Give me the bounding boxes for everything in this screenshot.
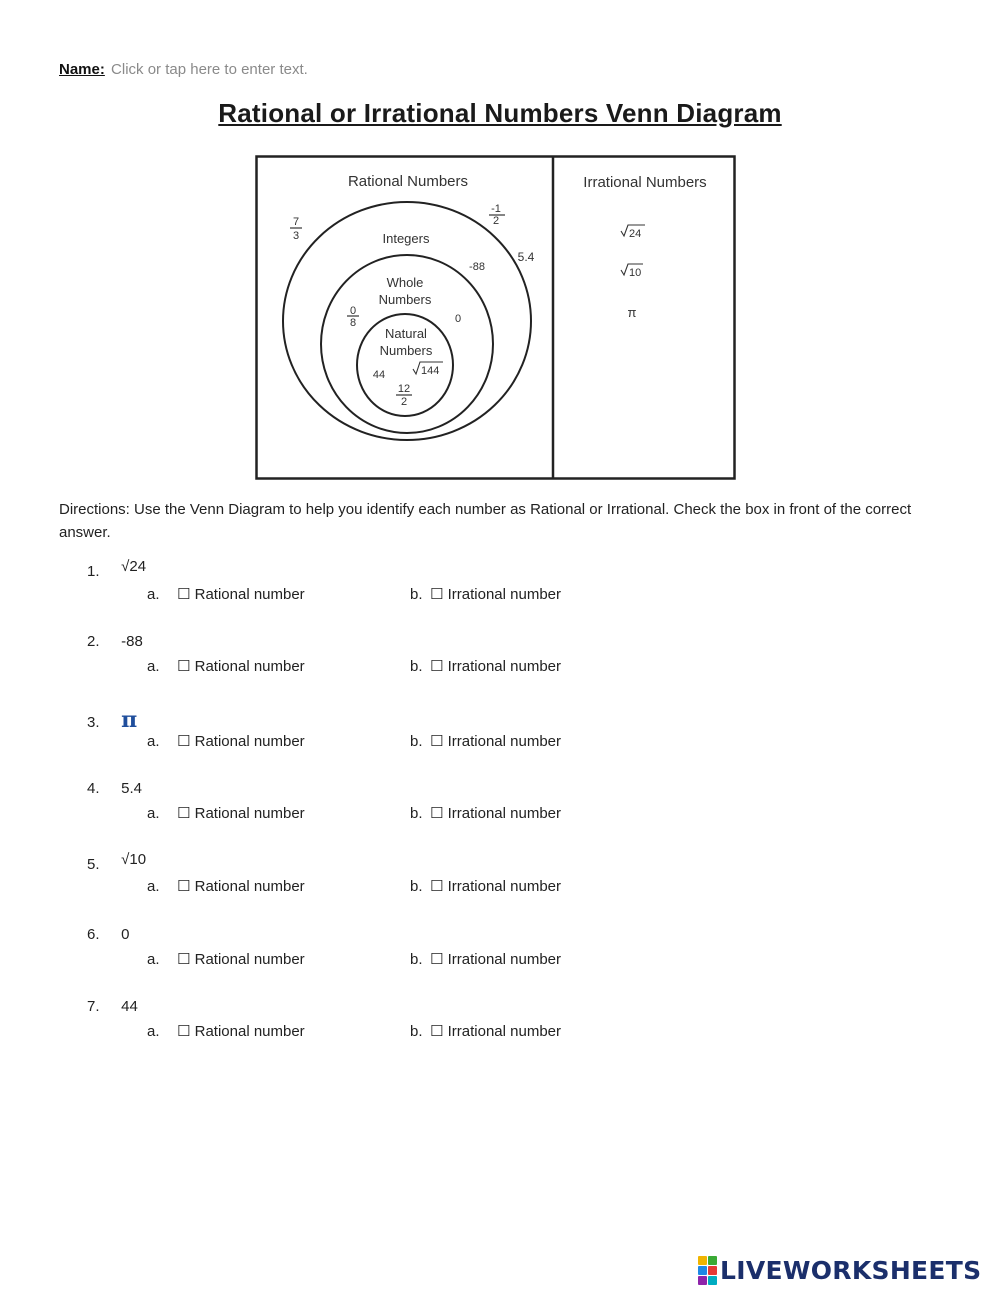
irrational-checkbox[interactable]: ☐ Irrational number xyxy=(430,658,562,675)
option-a xyxy=(147,732,305,750)
rational-checkbox[interactable]: ☐ Rational number xyxy=(177,1023,305,1040)
question-5 xyxy=(87,851,147,873)
question-value: -88 xyxy=(121,633,143,650)
value-neg-88: -88 xyxy=(469,261,485,273)
option-a xyxy=(147,950,305,968)
question-number: 1. xyxy=(87,563,100,580)
option-letter: b. xyxy=(410,805,423,822)
option-letter: a. xyxy=(147,878,160,895)
rational-checkbox[interactable]: ☐ Rational number xyxy=(177,658,305,675)
option-letter: b. xyxy=(410,658,423,675)
fraction-7-3-num: 7 xyxy=(292,216,300,228)
pi-symbol: π xyxy=(627,305,637,320)
rational-checkbox[interactable]: ☐ Rational number xyxy=(177,878,305,895)
name-line xyxy=(59,61,371,78)
sqrt-144-radicand: 144 xyxy=(421,365,440,377)
question-number: 7. xyxy=(87,998,100,1015)
irrational-title: Irrational Numbers xyxy=(583,174,707,191)
liveworksheets-logo[interactable] xyxy=(698,1255,981,1285)
option-b xyxy=(410,804,561,822)
option-letter: b. xyxy=(410,733,423,750)
option-letter: b. xyxy=(410,586,423,603)
fraction-0-8-den: 8 xyxy=(349,317,357,329)
name-label: Name: xyxy=(59,61,105,78)
question-7 xyxy=(87,998,138,1015)
option-letter: a. xyxy=(147,805,160,822)
fraction-neg-half-num: -1 xyxy=(491,203,501,215)
option-letter: b. xyxy=(410,878,423,895)
fraction-12-2-den: 2 xyxy=(400,396,408,408)
question-2 xyxy=(87,633,143,650)
irrational-checkbox[interactable]: ☐ Irrational number xyxy=(430,951,562,968)
question-value: √10 xyxy=(121,851,147,868)
question-number: 6. xyxy=(87,926,100,943)
value-0: 0 xyxy=(454,313,462,325)
option-b xyxy=(410,732,561,750)
option-letter: a. xyxy=(147,1023,160,1040)
option-b xyxy=(410,585,561,603)
question-4 xyxy=(87,780,142,797)
irrational-checkbox[interactable]: ☐ Irrational number xyxy=(430,878,562,895)
value-5-4: 5.4 xyxy=(517,250,535,264)
irrational-checkbox[interactable]: ☐ Irrational number xyxy=(430,733,562,750)
option-letter: b. xyxy=(410,1023,423,1040)
question-1 xyxy=(87,558,147,580)
question-value: 5.4 xyxy=(121,780,143,797)
question-number: 3. xyxy=(87,714,100,731)
integers-label: Integers xyxy=(382,231,430,246)
question-value: π xyxy=(121,707,138,733)
sqrt-24-radicand: 24 xyxy=(629,228,642,240)
fraction-0-8-num: 0 xyxy=(349,305,357,317)
whole-label-2: Numbers xyxy=(378,292,432,307)
question-value: 44 xyxy=(121,998,138,1015)
directions: Directions: Use the Venn Diagram to help you identify each number as Rational or Irrational. Check the box in front of the correct answer. xyxy=(59,501,912,541)
option-b xyxy=(410,1022,561,1040)
option-a xyxy=(147,1022,305,1040)
fraction-7-3-den: 3 xyxy=(292,230,300,242)
question-6 xyxy=(87,926,130,943)
logo-block xyxy=(708,1256,717,1265)
question-3 xyxy=(87,707,137,733)
option-a xyxy=(147,657,305,675)
logo-text: LIVEWORKSHEETS xyxy=(720,1255,982,1285)
option-letter: a. xyxy=(147,658,160,675)
option-a xyxy=(147,804,305,822)
name-input[interactable] xyxy=(111,61,371,78)
fraction-12-2-num: 12 xyxy=(397,383,411,395)
option-a xyxy=(147,585,305,603)
option-b xyxy=(410,877,561,895)
rational-checkbox[interactable]: ☐ Rational number xyxy=(177,733,305,750)
option-b xyxy=(410,950,561,968)
value-44: 44 xyxy=(372,369,386,381)
fraction-neg-half-den: 2 xyxy=(492,215,500,227)
irrational-checkbox[interactable]: ☐ Irrational number xyxy=(430,1023,562,1040)
irrational-checkbox[interactable]: ☐ Irrational number xyxy=(430,805,562,822)
natural-label-2: Numbers xyxy=(379,343,433,358)
rational-checkbox[interactable]: ☐ Rational number xyxy=(177,951,305,968)
logo-mark xyxy=(698,1256,717,1285)
question-number: 5. xyxy=(87,856,100,873)
irrational-checkbox[interactable]: ☐ Irrational number xyxy=(430,586,562,603)
rational-checkbox[interactable]: ☐ Rational number xyxy=(177,586,305,603)
logo-block xyxy=(708,1266,717,1275)
natural-label-1: Natural xyxy=(385,326,427,341)
question-number: 4. xyxy=(87,780,100,797)
option-letter: a. xyxy=(147,586,160,603)
logo-block xyxy=(698,1276,707,1285)
question-number: 2. xyxy=(87,633,100,650)
option-a xyxy=(147,877,305,895)
venn-diagram xyxy=(255,155,737,481)
sqrt-10-radicand: 10 xyxy=(629,267,642,279)
option-letter: a. xyxy=(147,733,160,750)
logo-block xyxy=(708,1276,717,1285)
logo-block xyxy=(698,1266,707,1275)
option-b xyxy=(410,657,561,675)
rational-title: Rational Numbers xyxy=(347,173,469,190)
logo-block xyxy=(698,1256,707,1265)
option-letter: b. xyxy=(410,951,423,968)
option-letter: a. xyxy=(147,951,160,968)
question-value: 0 xyxy=(121,926,130,943)
rational-checkbox[interactable]: ☐ Rational number xyxy=(177,805,305,822)
page-title: Rational or Irrational Numbers Venn Diagram xyxy=(218,98,782,128)
whole-label-1: Whole xyxy=(386,275,424,290)
question-value: √24 xyxy=(121,558,147,575)
